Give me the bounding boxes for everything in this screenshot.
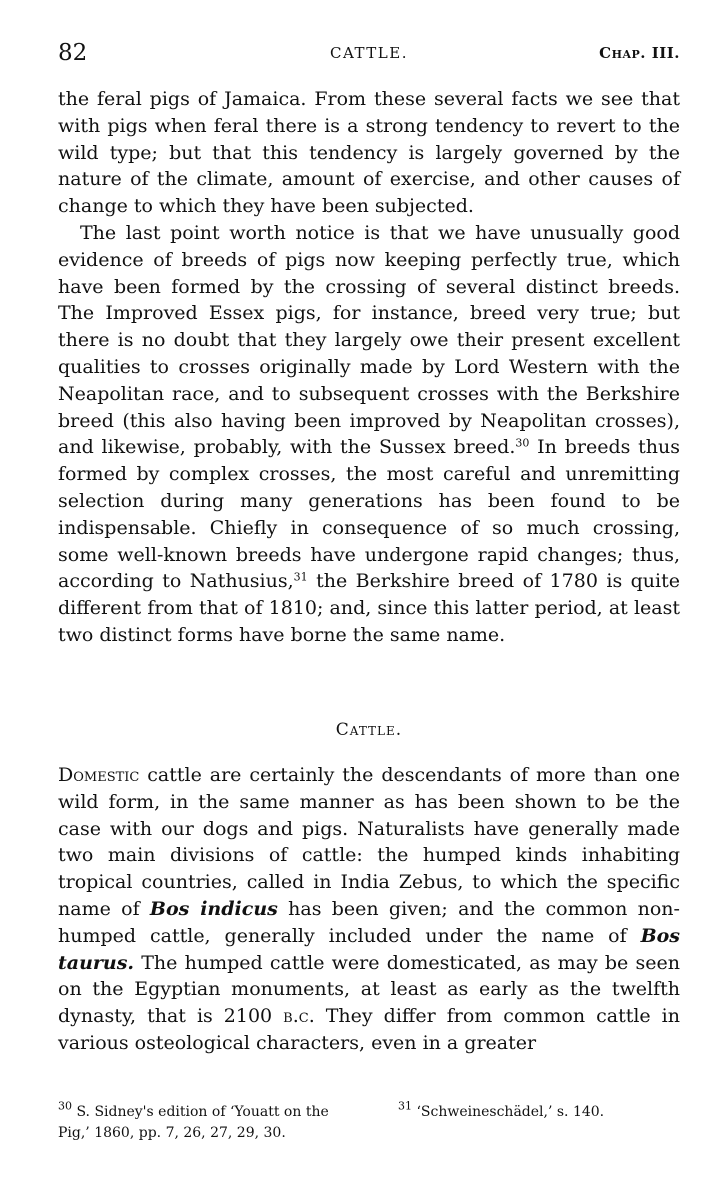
species-name-bos-taurus: Bos taurus.	[58, 924, 680, 974]
era-abbreviation: b.c.	[283, 1005, 315, 1028]
footnote-ref-31[interactable]: 31	[293, 570, 308, 584]
footnote-30-text: S. Sidney's edition of ‘Youatt on the Pig,’ 1860, pp. 7, 26, 27, 29, 30.	[58, 1104, 329, 1141]
footnote-ref-30[interactable]: 30	[515, 436, 530, 450]
paragraph-cattle-lead-word: Domestic	[58, 764, 140, 786]
page-number: 82	[58, 40, 88, 66]
paragraph-pig-breeds-part-1: The last point worth notice is that we have unusually good evidence of breeds of pigs now keeping perfectly true, which have been formed by the crossing of several distinct breeds. The Improved Essex pigs, for instance, breed very true; but there is no doubt that they largely owe their present excellent qualities to crosses originally made by Lord Western with the Neapolitan race, and to subsequent crosses with the Berkshire breed (this also having been improved by Neapolitan crosses), and likewise, probably, with the Sussex breed.	[58, 221, 680, 459]
paragraph-pig-breeds-part-2: In breeds thus formed by complex crosses, the most careful and unremitting selection during many generations has been found to be indispensable. Chiefly in consequence of so much crossing, some well-known breeds have undergone rapid changes; thus, according to Nathusius,	[58, 436, 681, 593]
footnote-31-mark: 31	[398, 1099, 412, 1113]
body-text-upper	[58, 86, 680, 649]
paragraph-cattle-part-3: The humped cattle were domesticated, as may be seen on the Egyptian monuments, at least as early as the twelfth dynasty, that is 2100	[58, 951, 680, 1028]
body-text-cattle	[58, 762, 680, 1057]
footnote-31	[398, 1099, 680, 1123]
paragraph-pig-breeds	[58, 220, 680, 649]
species-name-bos-indicus: Bos indicus	[149, 897, 278, 920]
running-title: CATTLE.	[330, 44, 408, 62]
footnote-31-text: ‘Schweineschädel,’ s. 140.	[412, 1104, 605, 1120]
page-header	[58, 40, 680, 70]
paragraph-cattle-part-4: They differ from common cattle in various osteological characters, even in a greater	[58, 1005, 680, 1054]
footnote-30	[58, 1099, 358, 1144]
paragraph-cattle	[58, 762, 680, 1057]
paragraph-cattle-part-2: has been given; and the common non-humped cattle, generally included under the name of	[58, 897, 680, 947]
footnote-30-mark: 30	[58, 1099, 72, 1113]
paragraph-pig-breeds-part-3: the Berkshire breed of 1780 is quite different from that of 1810; and, since this latter period, at least two distinct forms have borne the same name.	[58, 570, 680, 646]
paragraph-cattle-part-1: cattle are certainly the descendants of more than one wild form, in the same manner as has been shown to be the case with our dogs and pigs. Naturalists have generally made two main divisions of cattle: the humped kinds inhabiting tropical countries, called in India Zebus, to which the specific name of	[58, 764, 680, 920]
chapter-label: Chap. III.	[599, 44, 680, 62]
paragraph-feral-pigs: the feral pigs of Jamaica. From these several facts we see that with pigs when feral there is a strong tendency to revert to the wild type; but that this tendency is largely governed by the nature of the climate, amount of exercise, and other causes of change to which they have been subjected.	[58, 88, 680, 218]
section-heading-cattle: Cattle.	[335, 720, 403, 740]
